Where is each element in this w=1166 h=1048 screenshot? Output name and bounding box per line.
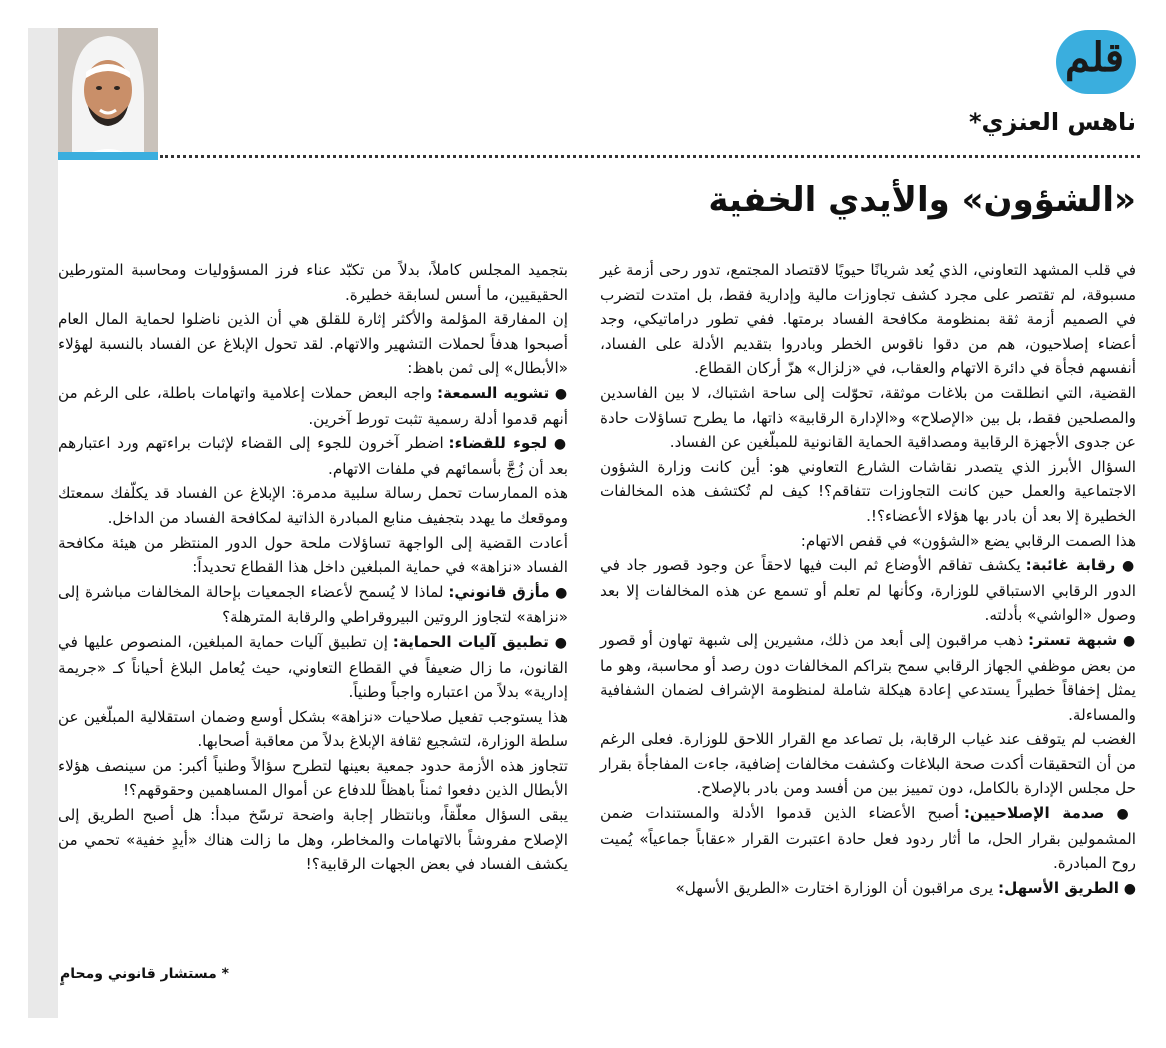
paragraph-text: واجه البعض حملات إعلامية واتهامات باطلة، على الرغم من أنهم قدموا أدلة رسمية تثبت تورط آخرين. xyxy=(58,383,568,428)
article-paragraph xyxy=(58,803,568,877)
article-column-left xyxy=(58,258,568,877)
article-paragraph xyxy=(58,258,568,307)
paragraph-lead-label: شبهة تستر: xyxy=(1027,630,1118,649)
column-brand-logo xyxy=(1026,30,1136,94)
bullet-dot: ● xyxy=(555,584,569,601)
paragraph-text: تتجاوز هذه الأزمة حدود جمعية بعينها لتطرح سؤالاً وطنياً أكبر: من سينصف هؤلاء الأبطال الذين دفعوا ثمناً باهظاً للدفاع عن أموال المساهمين وحقوقهم؟! xyxy=(58,756,568,800)
article-paragraph xyxy=(600,529,1136,554)
article-paragraph xyxy=(58,307,568,381)
author-name: ناهس العنزي* xyxy=(968,108,1136,136)
article-paragraph xyxy=(600,455,1136,529)
article-paragraph xyxy=(58,381,568,431)
article-paragraph xyxy=(600,381,1136,455)
paragraph-text: الغضب لم يتوقف عند غياب الرقابة، بل تصاعد مع القرار اللاحق للوزارة. فعلى الرغم من أن التحقيقات أكدت صحة البلاغات وكشفت مخالفات إضافية، جاءت المفاجأة بقرار حل مجلس الإدارة بالكامل، دون تمييز بين من أفسد ومن بادر بالإصلاح. xyxy=(600,730,1136,798)
paragraph-lead-label: الطريق الأسهل: xyxy=(998,878,1119,897)
article-paragraph xyxy=(58,481,568,530)
paragraph-text: أصبح الأعضاء الذين قدموا الأدلة والمستندات ضمن المشمولين بقرار الحل، ما أثار ردود فعل حادة اعتبرت القرار «عقاباً جماعياً» يُميت روح المبادرة. xyxy=(600,804,1136,873)
article-paragraph xyxy=(600,553,1136,628)
paragraph-lead-label: تشويه السمعة: xyxy=(436,383,550,402)
article-paragraph xyxy=(600,258,1136,381)
paragraph-lead-label: رقابة غائبة: xyxy=(1025,556,1116,575)
paragraph-text: يرى مراقبون أن الوزارة اختارت «الطريق الأسهل» xyxy=(675,878,999,897)
article-paragraph xyxy=(58,705,568,754)
bullet-dot: ● xyxy=(554,634,569,651)
article-column-right xyxy=(600,258,1136,901)
article-paragraph xyxy=(58,531,568,580)
article-paragraph xyxy=(58,431,568,481)
article-paragraph xyxy=(600,727,1136,801)
paragraph-lead-label: لجوء للقضاء: xyxy=(448,434,548,453)
paragraph-text: إن تطبيق آليات حماية المبلغين، المنصوص عليها في القانون، ما زال ضعيفاً في القطاع التعاوني، حيث يُعامل البلاغ أحياناً كـ «جريمة إدارية» بدلاً من اعتباره واجباً وطنياً. xyxy=(58,632,568,702)
article-headline: «الشؤون» والأيدي الخفية xyxy=(708,180,1136,220)
paragraph-lead-label: تطبيق آليات الحماية: xyxy=(392,632,549,651)
paragraph-text: يبقى السؤال معلّقاً، وبانتظار إجابة واضحة ترسّخ مبدأ: هل أصبح الطريق إلى الإصلاح مفروشاً بالاتهامات والمخاطر، وهل ما زالت هناك «أيدٍ خفية» تحمي من يكشف الفساد في بعض الجهات الرقابية؟! xyxy=(58,806,568,874)
dotted-divider xyxy=(160,155,1140,158)
page-margin-shade xyxy=(28,28,58,1018)
paragraph-lead-label: صدمة الإصلاحيين: xyxy=(963,804,1105,823)
brand-name: قلم xyxy=(1065,34,1124,81)
paragraph-text: لماذا لا يُسمح لأعضاء الجمعيات بإحالة المخالفات مباشرة إلى «نزاهة» لتجاوز الروتين البيروقراطي والرقابة المترهلة؟ xyxy=(58,582,568,627)
author-photo-accent-bar xyxy=(58,152,158,160)
bullet-dot: ● xyxy=(1116,806,1136,823)
paragraph-text: بتجميد المجلس كاملاً، بدلاً من تكبّد عناء فرز المسؤوليات ومحاسبة المتورطين الحقيقيين، ما أسس لسابقة خطيرة. xyxy=(58,261,568,304)
paragraph-text: في قلب المشهد التعاوني، الذي يُعد شريانًا حيويًا لاقتصاد المجتمع، تدور رحى أزمة غير مسبوقة، لم تقتصر على مجرد كشف تجاوزات مالية وإدارية فقط، بل امتدت لتضرب في الصميم أزمة ثقة بمنظومة مكافحة الفساد برمتها. ففي تطور دراماتيكي، وجد أعضاء إصلاحيون، هم من دقوا ناقوس الخطر وبادروا بتقديم الأدلة على الفساد، أنفسهم فجأة في دائرة الاتهام والعقاب، في «زلزال» هزّ أركان القطاع. xyxy=(600,261,1136,378)
article-paragraph xyxy=(58,754,568,803)
author-portrait-illustration xyxy=(58,28,158,160)
bullet-dot: ● xyxy=(553,436,569,453)
author-photo xyxy=(58,28,158,160)
article-paragraph xyxy=(58,580,568,630)
paragraph-text: هذا يستوجب تفعيل صلاحيات «نزاهة» بشكل أوسع وضمان استقلالية المبلّغين عن سلطة الوزارة، لتشجيع ثقافة الإبلاغ بدلاً من معاقبة أصحابها. xyxy=(58,707,568,751)
author-footnote: * مستشار قانوني ومحامٍ xyxy=(60,966,229,982)
paragraph-lead-label: مأزق قانوني: xyxy=(448,582,550,601)
paragraph-text: هذه الممارسات تحمل رسالة سلبية مدمرة: الإبلاغ عن الفساد قد يكلّفك سمعتك وموقعك ما يهدد بتجفيف منابع المبادرة الذاتية لمكافحة الفساد من الداخل. xyxy=(58,484,568,527)
paragraph-text: يكشف تفاقم الأوضاع ثم البت فيها لاحقاً عن وجود قصور جاد في الدور الرقابي الاستباقي للوزارة، وكأنها لم تعلم أو تسمع عن هذه المخالفات إلا بعد وصول «الواشي» بأدلته. xyxy=(600,556,1136,625)
paragraph-text: السؤال الأبرز الذي يتصدر نقاشات الشارع التعاوني هو: أين كانت وزارة الشؤون الاجتماعية والعمل حين كانت التجاوزات تتفاقم؟! كيف لم تُكتشف هذه المخالفات الخطيرة إلا بعد أن بادر بها هؤلاء الأعضاء؟!. xyxy=(600,457,1136,525)
article-paragraph xyxy=(600,628,1136,727)
paragraph-text: هذا الصمت الرقابي يضع «الشؤون» في قفص الاتهام: xyxy=(800,531,1136,550)
bullet-dot: ● xyxy=(1123,880,1136,897)
article-paragraph xyxy=(600,801,1136,876)
article-paragraph xyxy=(58,630,568,705)
paragraph-text: أعادت القضية إلى الواجهة تساؤلات ملحة حول الدور المنتظر من هيئة مكافحة الفساد «نزاهة» في حماية المبلغين داخل هذا القطاع تحديداً: xyxy=(58,533,568,577)
bullet-dot: ● xyxy=(1122,632,1136,649)
bullet-dot: ● xyxy=(1121,558,1137,575)
article-paragraph xyxy=(600,876,1136,902)
paragraph-text: القضية، التي انطلقت من بلاغات موثقة، تحوّلت إلى ساحة اشتباك، لا بين الفاسدين والمصلحين فقط، بل بين «الإصلاح» و«الإدارة الرقابية» ذاتها، ما يطرح تساؤلات حادة عن جدوى الأجهزة الرقابية ومصداقية الحماية القانونية للمبلّغين عن الفساد. xyxy=(600,383,1136,452)
bullet-dot: ● xyxy=(554,385,569,402)
paragraph-text: إن المفارقة المؤلمة والأكثر إثارة للقلق هي أن الذين ناضلوا لحماية المال العام أصبحوا هدفاً لحملات التشهير والاتهام. لقد تحول الإبلاغ عن الفساد بالنسبة لهؤلاء «الأبطال» إلى ثمن باهظ: xyxy=(58,310,568,378)
paragraph-text: اضطر آخرون للجوء إلى القضاء لإثبات براءتهم ورد اعتبارهم بعد أن زُجَّ بأسمائهم في ملفات الاتهام. xyxy=(58,434,568,478)
paragraph-text: ذهب مراقبون إلى أبعد من ذلك، مشيرين إلى شبهة تهاون أو قصور من بعض موظفي الجهاز الرقابي سمح بتراكم المخالفات دون رصد أو محاسبة، وهو ما يمثل إخفاقاً خطيراً يستدعي إعادة هيكلة شاملة لمنظومة الإشراف لضمان الشفافية والمساءلة. xyxy=(600,630,1136,724)
